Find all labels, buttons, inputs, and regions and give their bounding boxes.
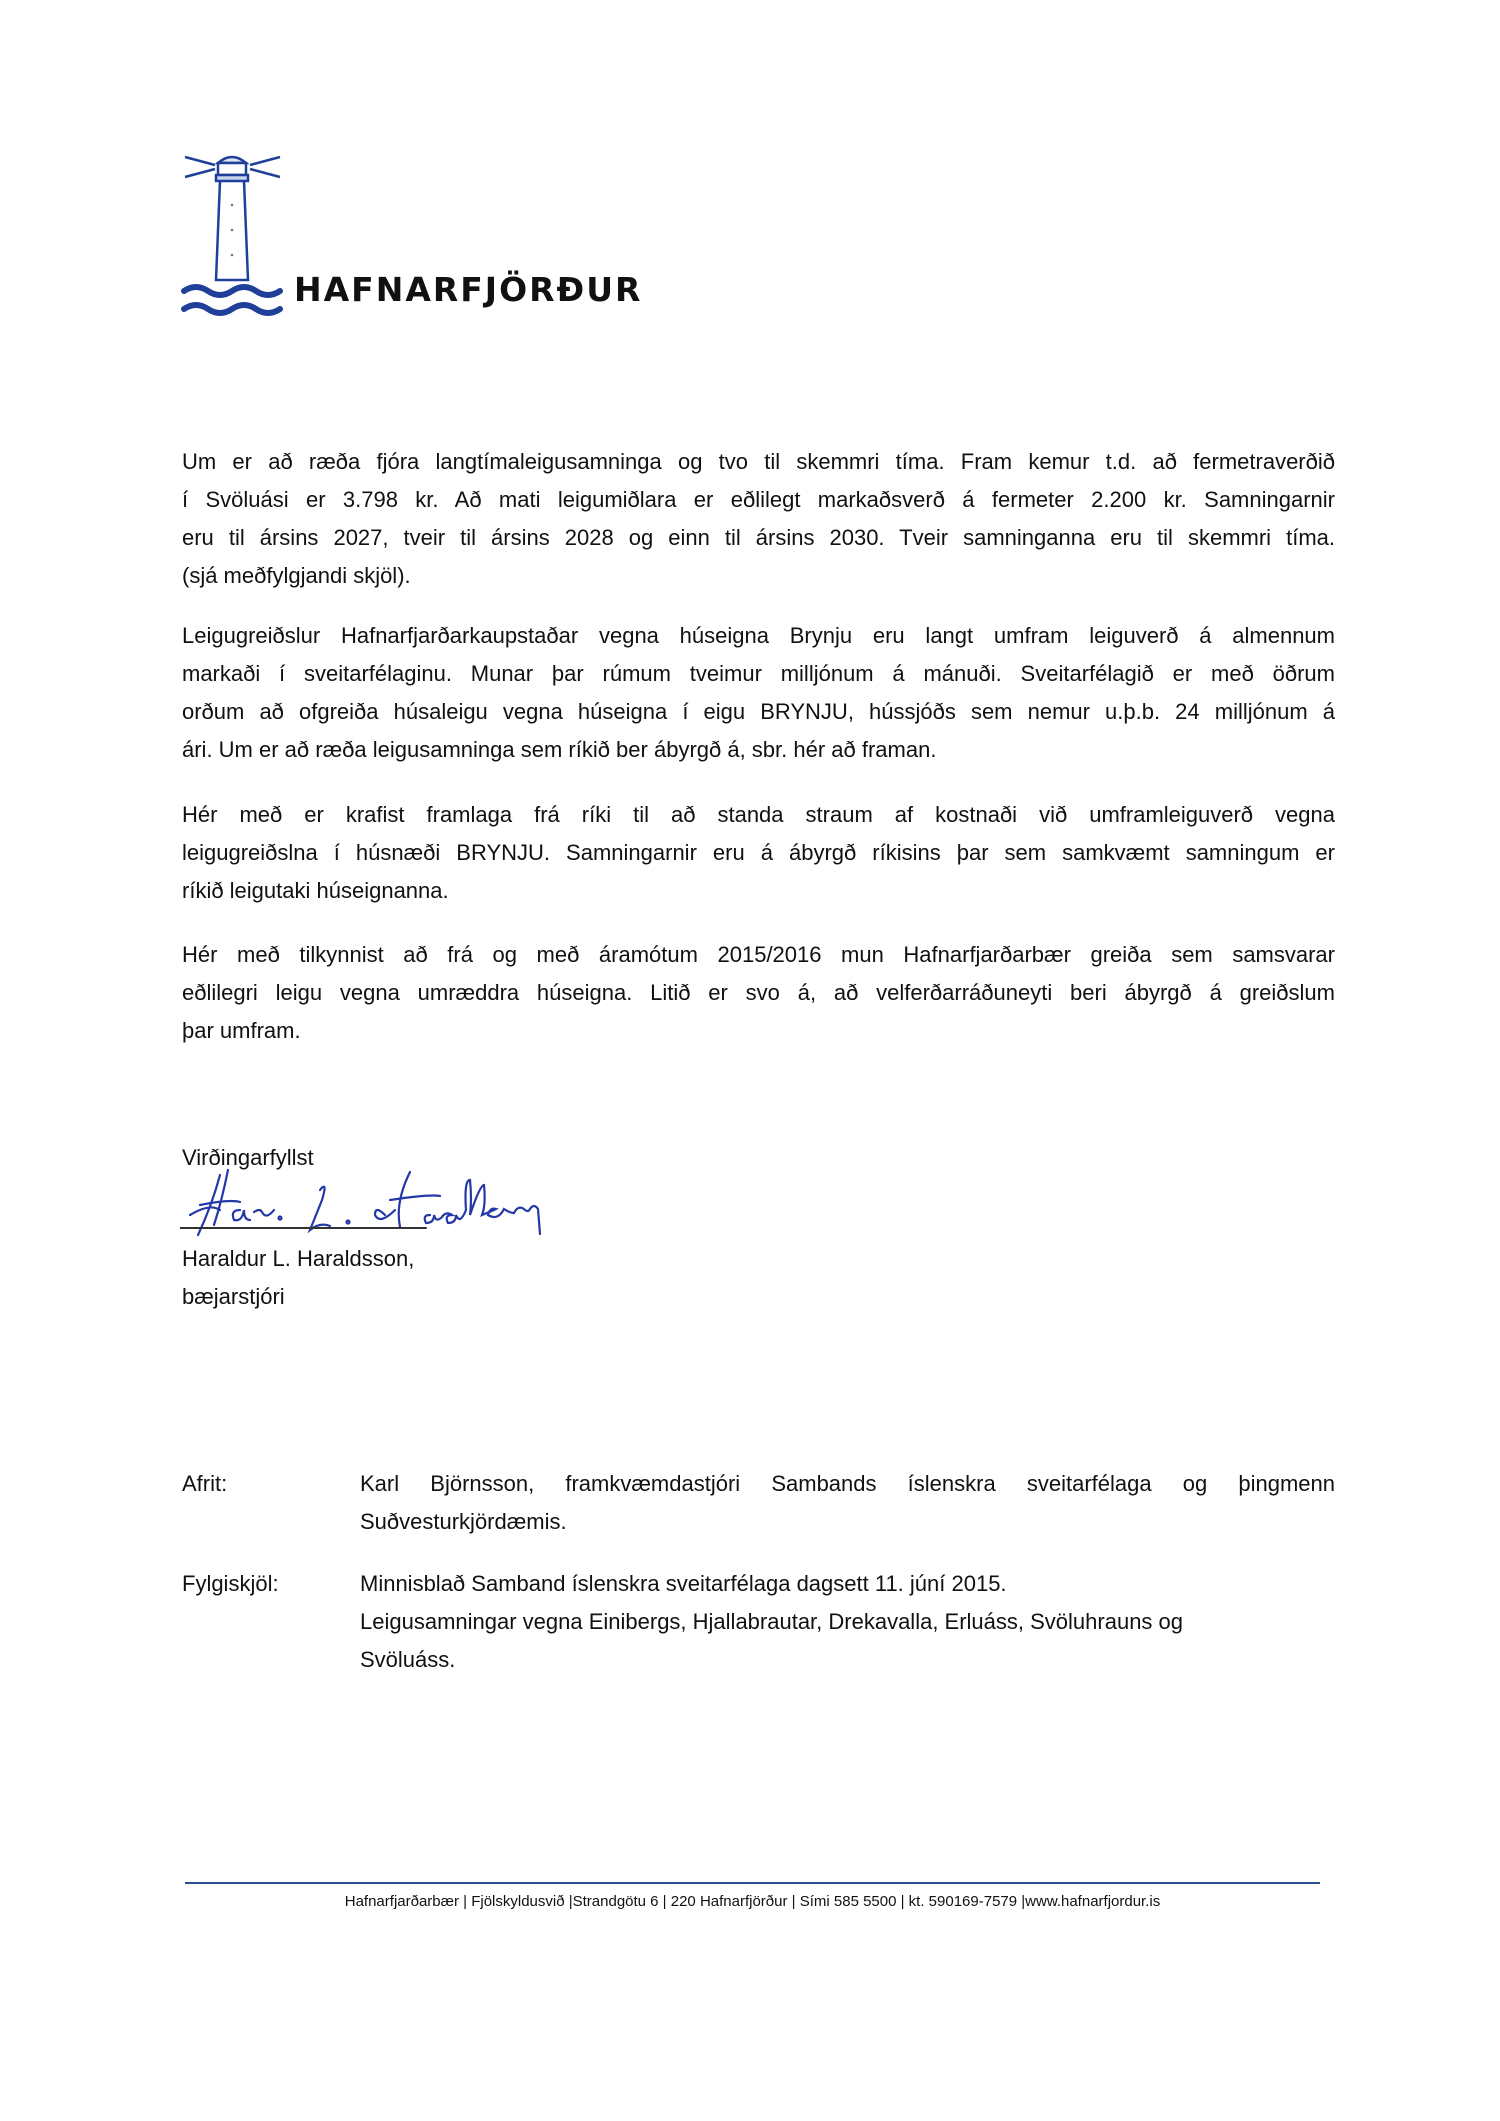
text-line: ríkið leigutaki húseignanna. (182, 878, 449, 903)
text-line: (sjá meðfylgjandi skjöl). (182, 563, 411, 588)
lighthouse-logo-icon (180, 145, 290, 320)
text-line: Um er að ræða fjóra langtímaleigusamninga og tvo til skemmri tíma. Fram kemur t.d. að fermetraverðið (182, 449, 1335, 474)
paragraph-1 (182, 443, 1335, 595)
text-line: Leigusamningar vegna Einibergs, Hjallabrautar, Drekavalla, Erluáss, Svöluhrauns og (360, 1609, 1184, 1634)
text-line: Karl Björnsson, framkvæmdastjóri Sambands íslenskra sveitarfélaga og þingmenn (360, 1471, 1335, 1496)
text-line: Hér með er krafist framlaga frá ríki til að standa straum af kostnaði við umframleiguverð vegna (182, 802, 1335, 827)
text-line: í Svöluási er 3.798 kr. Að mati leigumiðlara er eðlilegt markaðsverð á fermeter 2.200 kr. Samningarnir (182, 487, 1335, 512)
text-line: markaði í sveitarfélaginu. Munar þar rúmum tveimur milljónum á mánuði. Sveitarfélagið er með öðrum (182, 661, 1335, 686)
paragraph-2 (182, 617, 1335, 769)
text-line: Leigugreiðslur Hafnarfjarðarkaupstaðar vegna húseigna Brynju eru langt umfram leiguverð á almennum (182, 623, 1335, 648)
letterhead-name: HAFNARFJÖRÐUR (294, 270, 643, 309)
attachments-list (360, 1565, 1335, 1679)
paragraph-3 (182, 796, 1335, 910)
signatory-name: Haraldur L. Haraldsson, (182, 1246, 415, 1271)
paragraph-4 (182, 936, 1335, 1050)
handwritten-signature (180, 1160, 660, 1250)
text-line: þar umfram. (182, 1018, 301, 1043)
text-line: Hér með tilkynnist að frá og með áramótum 2015/2016 mun Hafnarfjarðarbær greiða sem samsvarar (182, 942, 1335, 967)
signatory-title: bæjarstjóri (182, 1284, 285, 1309)
salutation: Virðingarfyllst (182, 1145, 314, 1170)
text-line: Suðvesturkjördæmis. (360, 1509, 567, 1534)
copies-label: Afrit: (182, 1471, 228, 1496)
footer-divider (185, 1882, 1320, 1884)
copies-list (360, 1465, 1335, 1541)
text-line: eru til ársins 2027, tveir til ársins 2028 og einn til ársins 2030. Tveir samninganna eru til skemmri tíma. (182, 525, 1335, 550)
text-line: orðum að ofgreiða húsaleigu vegna húseigna í eigu BRYNJU, hússjóðs sem nemur u.þ.b. 24 milljónum á (182, 699, 1335, 724)
text-line: leigugreiðslna í húsnæði BRYNJU. Samningarnir eru á ábyrgð ríkisins þar sem samkvæmt samningum er (182, 840, 1335, 865)
text-line: Svöluáss. (360, 1647, 456, 1672)
text-line: ári. Um er að ræða leigusamninga sem ríkið ber ábyrgð á, sbr. hér að framan. (182, 737, 937, 762)
text-line: eðlilegri leigu vegna umræddra húseigna. Litið er svo á, að velferðarráðuneyti beri ábyrgð á greiðslum (182, 980, 1335, 1005)
footer-contact: Hafnarfjarðarbær | Fjölskyldusvið |Strandgötu 6 | 220 Hafnarfjörður | Sími 585 5500 | kt. 590169-7579 |www.hafnarfjordur.is (344, 1893, 1161, 1910)
text-line: Minnisblað Samband íslenskra sveitarfélaga dagsett 11. júní 2015. (360, 1571, 1007, 1596)
attachments-label: Fylgiskjöl: (182, 1571, 279, 1596)
